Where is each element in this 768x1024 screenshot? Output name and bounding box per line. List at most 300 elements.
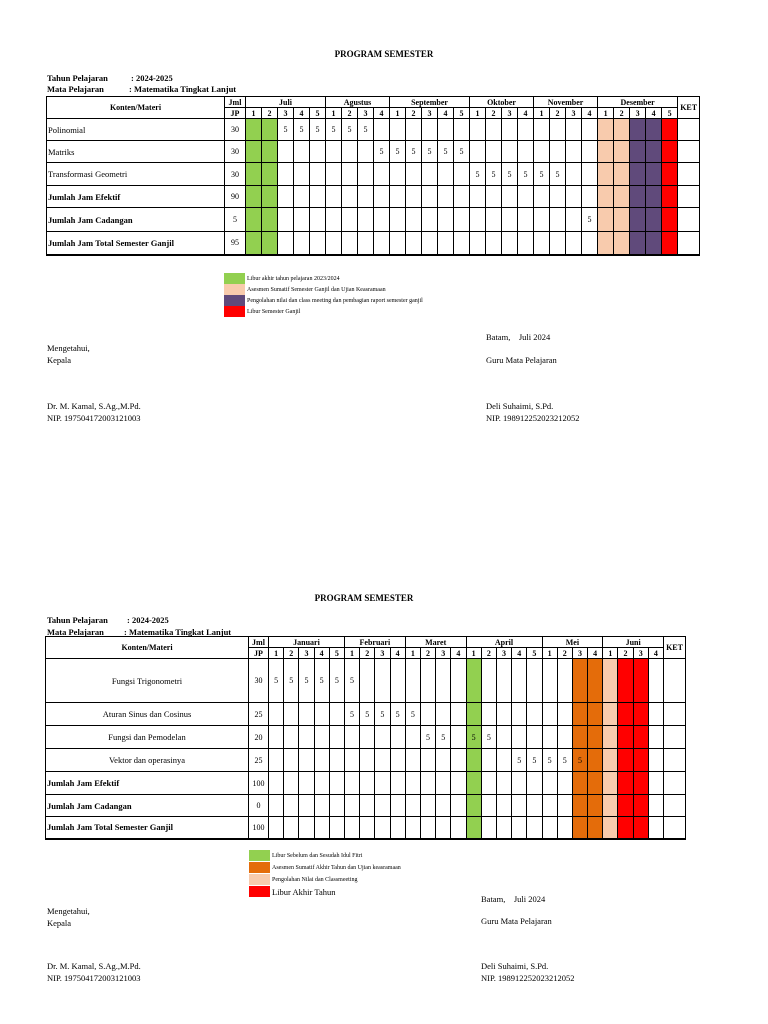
sem2-week-header: 4 [512, 648, 527, 659]
sem1-row-jp: 95 [225, 232, 246, 255]
sem1-week-cell [374, 208, 390, 232]
sem2-week-cell [542, 659, 557, 703]
sem2-week-cell [512, 817, 527, 839]
sem2-week-cell [284, 817, 299, 839]
sem1-week-cell [598, 232, 614, 255]
sem2-week-header: 1 [466, 648, 481, 659]
sem2-week-cell [572, 795, 587, 817]
sem1-week-cell [374, 232, 390, 255]
sem1-week-cell [486, 232, 502, 255]
sem1-week-cell [614, 232, 630, 255]
sem2-week-cell [436, 795, 451, 817]
sem2-week-cell [512, 726, 527, 749]
sem1-week-cell [534, 232, 550, 255]
sem2-week-cell: 5 [405, 703, 420, 726]
sem1-week-cell: 5 [406, 141, 422, 163]
sem1-week-cell [486, 208, 502, 232]
legend-text: Libur Sebelum dan Sesudah Idul Fitri [272, 852, 363, 859]
sem2-week-cell: 5 [314, 659, 329, 703]
sem1-row-jp: 30 [225, 141, 246, 163]
sem2-row-label: Fungsi Trigonometri [46, 659, 249, 703]
sem2-mengetahui: Mengetahui, [47, 906, 90, 916]
sem2-week-cell: 5 [344, 703, 359, 726]
sem1-week-header: 1 [534, 108, 550, 119]
sem1-week-header: 2 [614, 108, 630, 119]
sem2-week-cell [360, 795, 375, 817]
sem2-week-cell [572, 726, 587, 749]
sem2-ket-cell [664, 772, 686, 795]
sem1-week-cell [646, 141, 662, 163]
sem1-week-cell [422, 163, 438, 186]
sem2-week-cell [344, 817, 359, 839]
sem2-week-cell [633, 703, 648, 726]
sem1-week-cell: 5 [278, 119, 294, 141]
sem1-week-cell [470, 232, 486, 255]
sem2-week-cell [314, 703, 329, 726]
sem1-row-label: Jumlah Jam Cadangan [47, 208, 225, 232]
sem1-kepala-name: Dr. M. Kamal, S.Ag.,M.Pd. [47, 401, 141, 411]
sem2-week-cell [344, 772, 359, 795]
sem2-week-cell [557, 703, 572, 726]
table-row [47, 186, 700, 208]
sem2-ket-cell [664, 703, 686, 726]
sem1-week-cell [278, 232, 294, 255]
sem2-row-label: Jumlah Jam Total Semester Ganjil [46, 817, 249, 839]
sem1-week-cell [502, 208, 518, 232]
sem1-week-cell: 5 [326, 119, 342, 141]
sem2-week-cell [436, 772, 451, 795]
sem2-week-cell [299, 795, 314, 817]
sem2-right-name [481, 960, 575, 984]
sem2-week-cell [466, 772, 481, 795]
sem1-week-cell [614, 119, 630, 141]
sem1-title: PROGRAM SEMESTER [334, 49, 434, 59]
sem2-week-cell [299, 726, 314, 749]
sem1-week-cell [262, 163, 278, 186]
legend-text: Libur Semester Ganjil [247, 308, 301, 315]
sem1-schedule-table [46, 96, 700, 256]
sem1-week-cell [630, 186, 646, 208]
sem1-week-cell [518, 119, 534, 141]
sem1-tahun-row [47, 73, 173, 83]
sem2-week-cell [405, 795, 420, 817]
sem2-week-cell [588, 772, 603, 795]
sem2-week-cell [451, 703, 466, 726]
sem1-week-cell [534, 119, 550, 141]
sem1-kepala: Kepala [47, 355, 72, 365]
sem2-week-cell [557, 726, 572, 749]
sem2-week-header: 1 [405, 648, 420, 659]
sem2-week-cell [481, 817, 496, 839]
sem1-week-cell [502, 119, 518, 141]
sem1-week-cell: 5 [358, 119, 374, 141]
sem2-week-cell: 5 [512, 749, 527, 772]
sem1-week-cell [662, 141, 678, 163]
sem1-week-cell [598, 119, 614, 141]
sem2-week-header: 1 [542, 648, 557, 659]
sem1-week-cell [374, 119, 390, 141]
table-row [46, 772, 686, 795]
sem1-week-cell [294, 186, 310, 208]
sem1-week-header: 1 [598, 108, 614, 119]
sem2-week-header: 3 [436, 648, 451, 659]
sem2-week-cell [496, 817, 511, 839]
sem2-week-cell [527, 795, 542, 817]
table-row [46, 726, 686, 749]
sem1-week-cell [294, 141, 310, 163]
sem1-week-cell [342, 163, 358, 186]
sem2-week-cell: 5 [344, 659, 359, 703]
sem2-week-cell [269, 795, 284, 817]
sem1-row-label: Matriks [47, 141, 225, 163]
sem1-week-cell [406, 232, 422, 255]
sem2-ket-cell [664, 749, 686, 772]
sem2-week-cell: 5 [329, 659, 344, 703]
sem2-week-cell [648, 703, 663, 726]
sem1-ket-cell [678, 163, 700, 186]
sem1-left-signature [47, 342, 90, 366]
sem2-week-cell [360, 817, 375, 839]
sem1-week-cell [358, 186, 374, 208]
sem2-row-jp: 100 [249, 772, 269, 795]
sem2-week-header: 5 [329, 648, 344, 659]
sem1-week-cell [438, 186, 454, 208]
sem1-week-cell [582, 232, 598, 255]
sem1-week-cell [406, 119, 422, 141]
sem1-mapel-row [47, 84, 236, 94]
sem2-month-juni: Juni [603, 637, 664, 648]
sem1-week-cell [342, 186, 358, 208]
sem2-row-jp: 30 [249, 659, 269, 703]
legend-swatch [249, 850, 270, 861]
sem2-week-cell [648, 659, 663, 703]
sem2-week-cell [466, 795, 481, 817]
sem2-week-cell [466, 703, 481, 726]
sem1-week-cell [422, 232, 438, 255]
sem2-place-date: Batam, Juli 2024 [481, 894, 546, 904]
sem1-week-cell [502, 141, 518, 163]
sem1-week-cell [566, 141, 582, 163]
sem2-week-cell [527, 659, 542, 703]
sem1-week-cell [646, 232, 662, 255]
sem2-week-header: 3 [633, 648, 648, 659]
sem1-tahun-label: Tahun Pelajaran [47, 73, 108, 83]
sem2-week-cell [390, 772, 405, 795]
sem1-week-cell [342, 141, 358, 163]
sem2-week-cell [648, 772, 663, 795]
sem1-mengetahui: Mengetahui, [47, 343, 90, 353]
sem2-title: PROGRAM SEMESTER [314, 593, 414, 603]
sem1-week-cell [662, 119, 678, 141]
sem2-week-header: 4 [588, 648, 603, 659]
sem2-week-cell: 5 [269, 659, 284, 703]
sem2-week-cell: 5 [436, 726, 451, 749]
sem1-week-cell [390, 119, 406, 141]
sem2-ket-cell [664, 817, 686, 839]
sem2-week-cell [405, 817, 420, 839]
sem1-week-cell [486, 186, 502, 208]
sem1-week-header: 2 [406, 108, 422, 119]
sem2-week-cell [375, 749, 390, 772]
legend-swatch [224, 284, 245, 295]
sem1-week-cell [326, 186, 342, 208]
sem1-week-cell: 5 [422, 141, 438, 163]
sem2-week-cell [420, 795, 435, 817]
sem1-week-cell [374, 163, 390, 186]
sem1-week-cell [326, 208, 342, 232]
sem2-week-cell [451, 749, 466, 772]
sem2-guru-nip: NIP. 198912252023212052 [481, 973, 575, 983]
sem2-week-header: 4 [390, 648, 405, 659]
sem2-week-cell [420, 817, 435, 839]
sem1-ket-cell [678, 208, 700, 232]
sem1-week-cell [278, 163, 294, 186]
sem1-week-cell [262, 232, 278, 255]
sem1-legend-item [224, 273, 340, 284]
sem1-week-cell [246, 119, 262, 141]
sem2-week-cell [451, 726, 466, 749]
sem1-week-cell [310, 208, 326, 232]
sem2-ket-cell [664, 795, 686, 817]
sem1-row-label: Jumlah Jam Total Semester Ganjil [47, 232, 225, 255]
sem1-week-cell [358, 163, 374, 186]
sem1-week-cell [438, 119, 454, 141]
sem1-week-cell [630, 141, 646, 163]
sem1-week-cell [582, 163, 598, 186]
sem1-week-cell [310, 141, 326, 163]
sem1-week-cell [358, 232, 374, 255]
table-row [46, 817, 686, 839]
sem2-week-cell [557, 772, 572, 795]
sem2-week-cell [329, 726, 344, 749]
sem2-week-cell [633, 749, 648, 772]
sem2-week-cell: 5 [375, 703, 390, 726]
sem1-week-cell [566, 119, 582, 141]
sem1-week-header: 4 [374, 108, 390, 119]
sem2-week-cell [284, 726, 299, 749]
sem2-week-cell [527, 726, 542, 749]
sem1-legend-item [224, 306, 300, 317]
sem2-week-cell [390, 659, 405, 703]
sem2-mapel-label: Mata Pelajaran [47, 627, 104, 637]
sem2-row-jp: 0 [249, 795, 269, 817]
sem1-place-date: Batam, Juli 2024 [486, 332, 551, 342]
legend-swatch [224, 273, 245, 284]
sem2-row-label: Vektor dan operasinya [46, 749, 249, 772]
sem2-week-cell [542, 772, 557, 795]
sem2-week-cell [405, 749, 420, 772]
sem2-week-header: 4 [451, 648, 466, 659]
sem1-week-cell: 5 [374, 141, 390, 163]
sem1-week-cell [246, 208, 262, 232]
sem1-week-cell [310, 186, 326, 208]
sem1-week-cell [470, 186, 486, 208]
sem1-week-cell: 5 [294, 119, 310, 141]
sem2-week-cell [451, 772, 466, 795]
sem1-week-cell [582, 186, 598, 208]
sem1-week-cell: 5 [310, 119, 326, 141]
sem1-week-cell [582, 119, 598, 141]
sem2-week-cell [481, 795, 496, 817]
sem1-week-cell [598, 141, 614, 163]
sem2-week-header: 2 [618, 648, 633, 659]
sem1-week-cell [422, 119, 438, 141]
sem2-week-cell [648, 726, 663, 749]
sem2-week-cell [436, 703, 451, 726]
sem2-month-februari: Februari [344, 637, 405, 648]
sem2-week-header: 2 [420, 648, 435, 659]
sem1-week-header: 1 [470, 108, 486, 119]
sem1-mapel-value: : Matematika Tingkat Lanjut [129, 84, 237, 94]
sem2-week-cell [314, 795, 329, 817]
sem1-week-cell [550, 186, 566, 208]
sem1-week-cell [550, 141, 566, 163]
sem2-week-cell: 5 [299, 659, 314, 703]
sem2-week-cell [633, 817, 648, 839]
sem2-week-cell [451, 659, 466, 703]
sem1-row-jp: 30 [225, 163, 246, 186]
sem1-week-cell [646, 163, 662, 186]
sem1-week-cell [246, 163, 262, 186]
sem1-week-header: 3 [358, 108, 374, 119]
sem1-row-label: Jumlah Jam Efektif [47, 186, 225, 208]
sem1-week-cell [550, 232, 566, 255]
sem1-week-cell [534, 186, 550, 208]
sem2-week-cell [390, 817, 405, 839]
sem1-week-cell [262, 208, 278, 232]
sem2-kepala-nip: NIP. 197504172003121003 [47, 973, 141, 983]
sem1-week-cell [502, 186, 518, 208]
sem1-right-name [486, 400, 580, 424]
sem1-week-header: 1 [390, 108, 406, 119]
sem1-week-cell [278, 186, 294, 208]
sem2-week-cell [360, 726, 375, 749]
sem2-week-cell [557, 795, 572, 817]
sem2-left-signature [47, 905, 90, 929]
sem2-month-april: April [466, 637, 542, 648]
sem2-week-cell [633, 795, 648, 817]
sem1-week-cell [278, 141, 294, 163]
table-row [47, 119, 700, 141]
sem1-week-cell [646, 186, 662, 208]
sem2-week-cell [633, 659, 648, 703]
sem2-week-header: 4 [314, 648, 329, 659]
sem2-week-cell [603, 795, 618, 817]
sem2-week-header: 3 [572, 648, 587, 659]
sem1-week-cell [438, 232, 454, 255]
sem1-row-label: Polinomial [47, 119, 225, 141]
sem1-month-juli: Juli [246, 97, 326, 108]
sem2-week-cell [299, 817, 314, 839]
sem2-legend-item [249, 862, 401, 873]
sem1-week-header: 4 [518, 108, 534, 119]
sem1-week-header: 2 [262, 108, 278, 119]
sem2-week-cell [633, 726, 648, 749]
sem2-week-cell [618, 659, 633, 703]
sem2-kepala: Kepala [47, 918, 72, 928]
sem2-left-name [47, 960, 141, 984]
sem2-week-cell [588, 749, 603, 772]
sem1-week-cell: 5 [342, 119, 358, 141]
sem2-week-header: 2 [557, 648, 572, 659]
sem2-week-cell [344, 726, 359, 749]
sem1-month-oktober: Oktober [470, 97, 534, 108]
sem2-week-cell [648, 795, 663, 817]
sem2-mapel-value: : Matematika Tingkat Lanjut [124, 627, 232, 637]
sem1-week-cell [406, 163, 422, 186]
sem2-week-cell [269, 749, 284, 772]
sem1-week-cell [598, 208, 614, 232]
sem1-row-jp: 90 [225, 186, 246, 208]
sem2-header-ket: KET [664, 637, 686, 659]
sem2-week-cell [284, 772, 299, 795]
legend-text: Asesmen Sumatif Semester Ganjil dan Ujian Keasramaan [247, 286, 386, 293]
sem2-week-cell [527, 817, 542, 839]
sem1-week-cell [262, 141, 278, 163]
sem2-week-cell [496, 659, 511, 703]
sem2-week-cell: 5 [527, 749, 542, 772]
sem2-week-header: 3 [299, 648, 314, 659]
sem1-week-header: 4 [646, 108, 662, 119]
sem2-row-jp: 20 [249, 726, 269, 749]
sem1-header-jml: Jml [225, 97, 246, 108]
sem1-left-name [47, 400, 141, 424]
sem2-week-cell [466, 659, 481, 703]
sem2-schedule-table [45, 636, 686, 840]
sem2-week-cell [496, 772, 511, 795]
sem2-week-header: 2 [360, 648, 375, 659]
sem2-week-cell [436, 817, 451, 839]
sem2-week-cell [284, 795, 299, 817]
sem2-week-cell [648, 817, 663, 839]
sem2-week-cell [405, 659, 420, 703]
sem1-week-cell [454, 186, 470, 208]
sem1-week-cell: 5 [454, 141, 470, 163]
sem2-week-cell [633, 772, 648, 795]
table-row [47, 163, 700, 186]
sem2-row-label: Fungsi dan Pemodelan [46, 726, 249, 749]
sem1-week-cell [662, 232, 678, 255]
sem1-week-cell [454, 208, 470, 232]
sem2-week-cell [527, 772, 542, 795]
sem2-week-cell [329, 817, 344, 839]
sem1-week-cell [438, 163, 454, 186]
sem1-week-cell [566, 163, 582, 186]
sem2-row-jp: 25 [249, 703, 269, 726]
sem1-row-jp: 5 [225, 208, 246, 232]
legend-swatch [249, 886, 270, 897]
sem1-week-cell [630, 163, 646, 186]
sem2-legend-item [249, 874, 357, 885]
sem2-week-cell [284, 749, 299, 772]
sem2-week-cell [481, 749, 496, 772]
legend-text: Asesmen Sumatif Akhir Tahun dan Ujian keasramaan [272, 864, 401, 871]
sem2-week-cell [557, 817, 572, 839]
table-row [47, 232, 700, 255]
sem2-week-cell [375, 795, 390, 817]
sem1-week-cell [614, 163, 630, 186]
sem1-week-cell [566, 186, 582, 208]
sem2-header-jml: Jml [249, 637, 269, 648]
sem2-week-cell [405, 772, 420, 795]
sem2-header-konten: Konten/Materi [46, 637, 249, 659]
sem2-week-cell [572, 817, 587, 839]
sem1-header-ket: KET [678, 97, 700, 119]
sem1-week-cell [294, 163, 310, 186]
sem2-week-cell [390, 749, 405, 772]
sem1-week-cell [454, 119, 470, 141]
sem2-week-cell [360, 659, 375, 703]
